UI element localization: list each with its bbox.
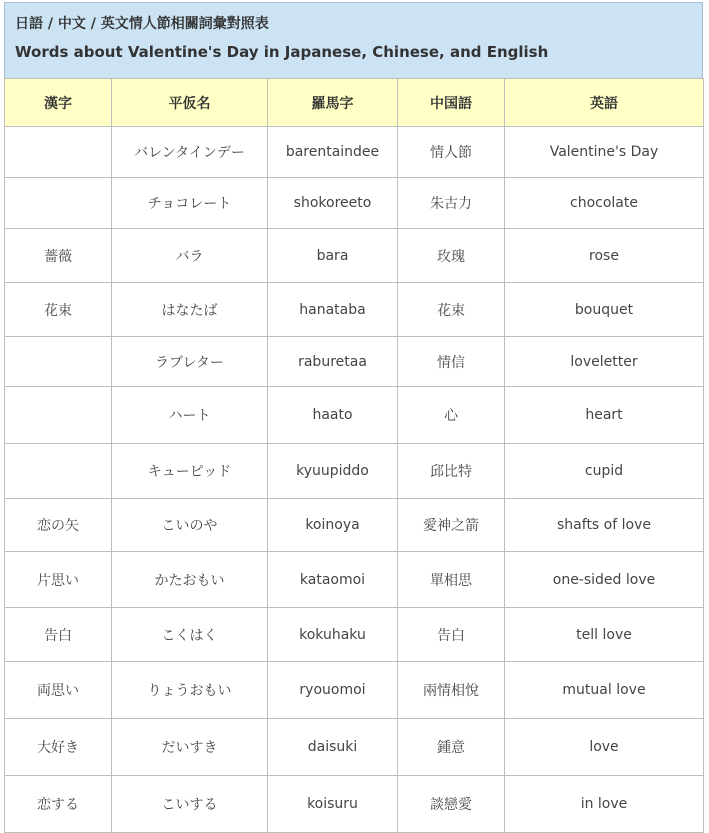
- cell-chinese: 兩情相悅: [398, 662, 505, 719]
- cell-chinese: 告白: [398, 608, 505, 662]
- cell-chinese: 花束: [398, 283, 505, 337]
- cell-chinese: 心: [398, 387, 505, 444]
- table-row: [5, 608, 704, 662]
- cell-romaji: koisuru: [268, 776, 398, 833]
- cell-kanji: 恋の矢: [5, 499, 112, 552]
- cell-hiragana: はなたば: [112, 283, 268, 337]
- cell-chinese: 談戀愛: [398, 776, 505, 833]
- column-header-row: [5, 79, 704, 127]
- cell-english: in love: [505, 776, 704, 833]
- cell-english: love: [505, 719, 704, 776]
- column-header-hiragana: 平仮名: [112, 79, 268, 127]
- cell-chinese: 情信: [398, 337, 505, 387]
- column-header-romaji: 羅馬字: [268, 79, 398, 127]
- title-english: Words about Valentine's Day in Japanese, Chinese, and English: [15, 43, 549, 61]
- table-row: [5, 662, 704, 719]
- table-row: [5, 127, 704, 178]
- cell-english: chocolate: [505, 178, 704, 229]
- cell-kanji: [5, 178, 112, 229]
- cell-hiragana: りょうおもい: [112, 662, 268, 719]
- cell-kanji: 恋する: [5, 776, 112, 833]
- cell-hiragana: バレンタインデー: [112, 127, 268, 178]
- table-row: [5, 337, 704, 387]
- cell-romaji: shokoreeto: [268, 178, 398, 229]
- cell-romaji: bara: [268, 229, 398, 283]
- cell-hiragana: キューピッド: [112, 444, 268, 499]
- cell-kanji: 両思い: [5, 662, 112, 719]
- cell-romaji: daisuki: [268, 719, 398, 776]
- cell-chinese: 單相思: [398, 552, 505, 608]
- cell-chinese: 情人節: [398, 127, 505, 178]
- cell-hiragana: こいのや: [112, 499, 268, 552]
- table-row: [5, 444, 704, 499]
- cell-kanji: [5, 127, 112, 178]
- cell-kanji: 告白: [5, 608, 112, 662]
- cell-english: loveletter: [505, 337, 704, 387]
- table-row: [5, 552, 704, 608]
- table-row: [5, 776, 704, 833]
- table-row: [5, 178, 704, 229]
- cell-romaji: kataomoi: [268, 552, 398, 608]
- cell-english: rose: [505, 229, 704, 283]
- table-row: [5, 229, 704, 283]
- cell-english: shafts of love: [505, 499, 704, 552]
- cell-chinese: 愛神之箭: [398, 499, 505, 552]
- vocabulary-table-container: [4, 2, 703, 833]
- table-header-banner: [4, 2, 703, 78]
- cell-romaji: ryouomoi: [268, 662, 398, 719]
- cell-romaji: kyuupiddo: [268, 444, 398, 499]
- cell-kanji: 薔薇: [5, 229, 112, 283]
- cell-english: tell love: [505, 608, 704, 662]
- cell-english: mutual love: [505, 662, 704, 719]
- cell-english: bouquet: [505, 283, 704, 337]
- cell-chinese: 鍾意: [398, 719, 505, 776]
- cell-kanji: [5, 337, 112, 387]
- cell-hiragana: ハート: [112, 387, 268, 444]
- cell-english: one-sided love: [505, 552, 704, 608]
- cell-kanji: [5, 444, 112, 499]
- cell-chinese: 朱古力: [398, 178, 505, 229]
- cell-hiragana: こくはく: [112, 608, 268, 662]
- column-header-chinese: 中国語: [398, 79, 505, 127]
- cell-english: cupid: [505, 444, 704, 499]
- cell-hiragana: かたおもい: [112, 552, 268, 608]
- table-row: [5, 499, 704, 552]
- column-header-english: 英語: [505, 79, 704, 127]
- vocabulary-table: [4, 78, 704, 833]
- title-chinese: 日語 / 中文 / 英文情人節相關詞彙對照表: [15, 16, 269, 32]
- table-row: [5, 387, 704, 444]
- cell-romaji: kokuhaku: [268, 608, 398, 662]
- cell-kanji: 片思い: [5, 552, 112, 608]
- cell-kanji: 大好き: [5, 719, 112, 776]
- cell-romaji: koinoya: [268, 499, 398, 552]
- cell-romaji: barentaindee: [268, 127, 398, 178]
- cell-chinese: 邱比特: [398, 444, 505, 499]
- cell-hiragana: チョコレート: [112, 178, 268, 229]
- cell-romaji: hanataba: [268, 283, 398, 337]
- cell-hiragana: バラ: [112, 229, 268, 283]
- cell-english: Valentine's Day: [505, 127, 704, 178]
- cell-hiragana: ラブレター: [112, 337, 268, 387]
- cell-kanji: 花束: [5, 283, 112, 337]
- cell-romaji: haato: [268, 387, 398, 444]
- table-row: [5, 719, 704, 776]
- column-header-kanji: 漢字: [5, 79, 112, 127]
- cell-hiragana: だいすき: [112, 719, 268, 776]
- cell-english: heart: [505, 387, 704, 444]
- cell-chinese: 玫瑰: [398, 229, 505, 283]
- table-row: [5, 283, 704, 337]
- cell-hiragana: こいする: [112, 776, 268, 833]
- cell-romaji: raburetaa: [268, 337, 398, 387]
- cell-kanji: [5, 387, 112, 444]
